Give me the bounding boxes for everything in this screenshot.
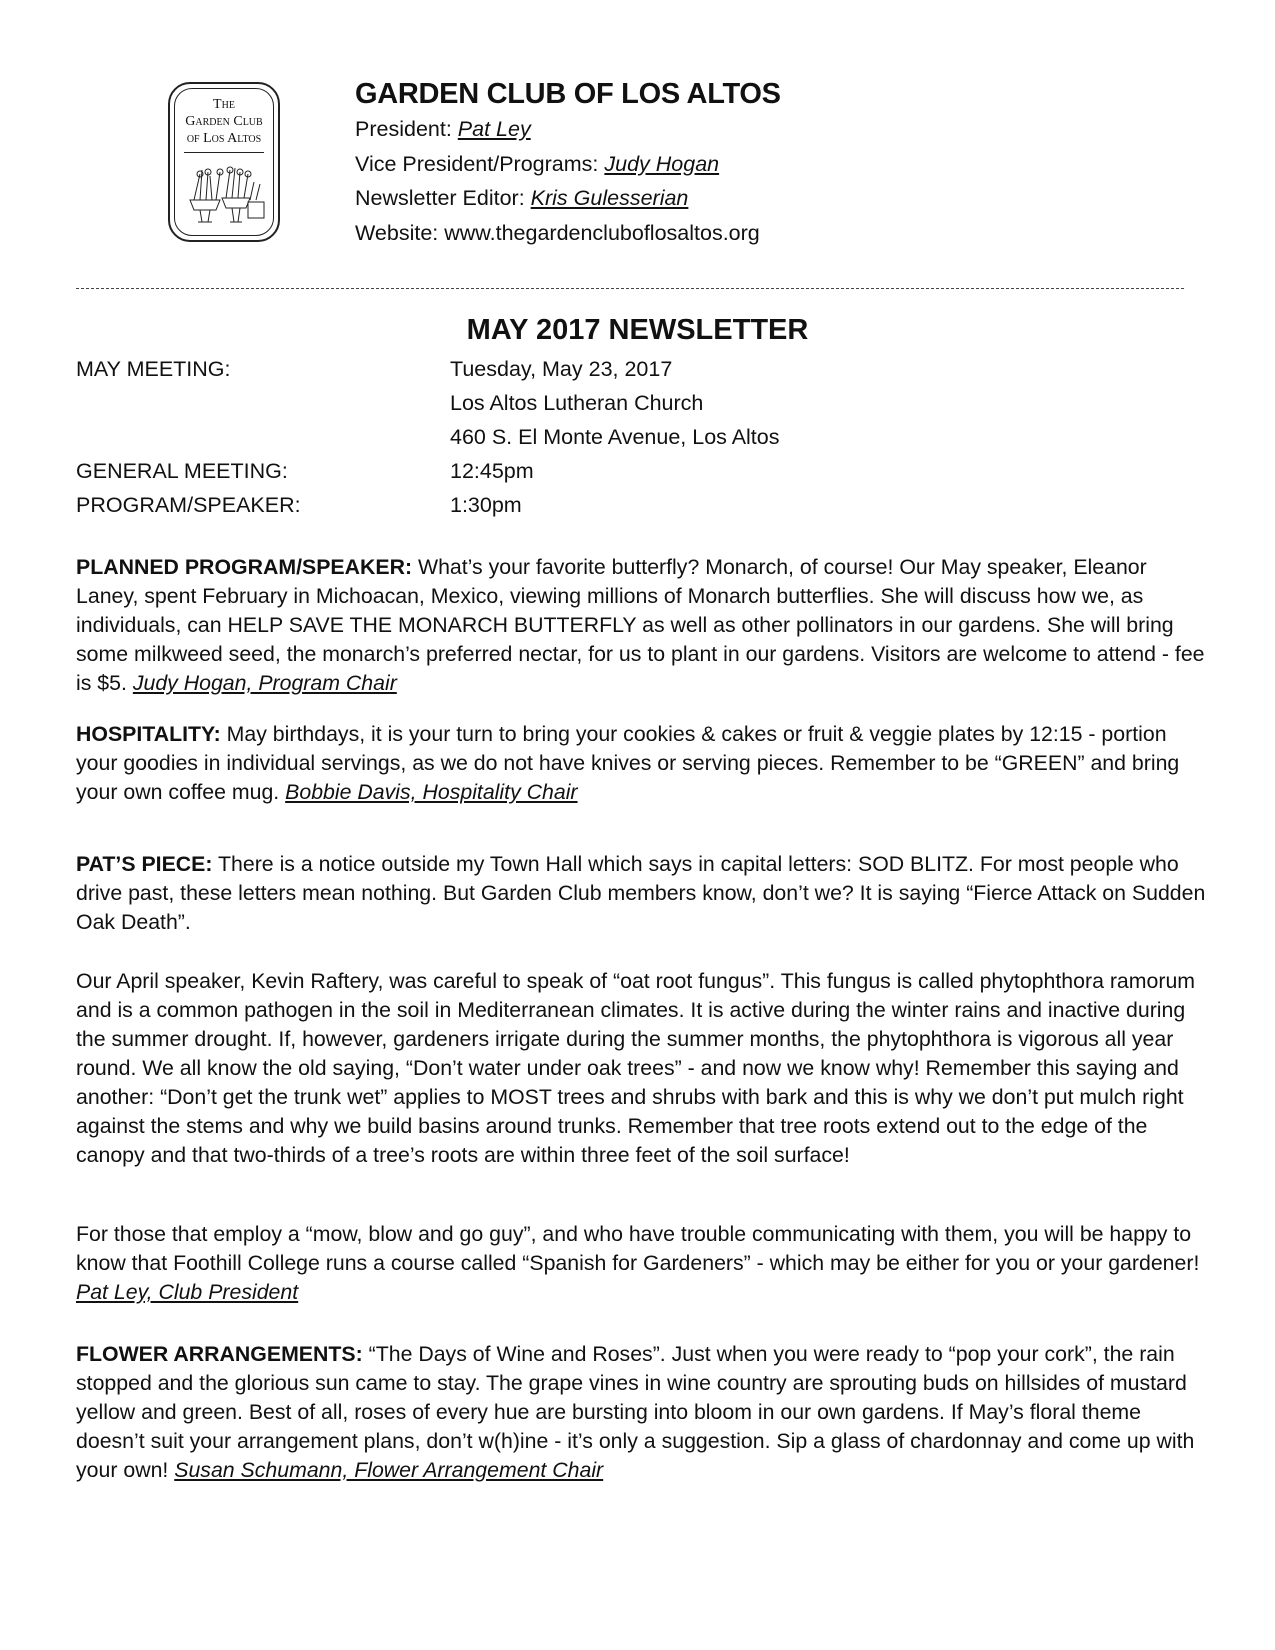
website-url: www.thegardencluboflosaltos.org — [444, 220, 760, 245]
president-name: Pat Ley — [457, 117, 531, 141]
logo-divider — [184, 152, 264, 153]
hospitality-body: May birthdays, it is your turn to bring your cookies & cakes or fruit & veggie plates by 12:15 - portion your goodies in individual servings, as we do not have knives or serving pieces. Remember to be “GREEN” and bring your own coffee mug. — [76, 722, 1180, 804]
program-speaker-time: 1:30pm — [450, 493, 522, 517]
spanish-body: For those that employ a “mow, blow and go guy”, and who have trouble communicating with them, you will be happy to know that Foothill College runs a course called “Spanish for Gardeners” - which may be either for you or your gardener! — [76, 1222, 1200, 1275]
general-meeting-label: GENERAL MEETING: — [76, 459, 288, 483]
dashed-divider — [76, 288, 1184, 289]
website-label: Website: — [355, 220, 445, 245]
vice-president-line — [355, 147, 781, 182]
spanish-paragraph — [76, 1220, 1206, 1307]
program-signature: Judy Hogan, Program Chair — [132, 671, 397, 695]
meeting-address: 460 S. El Monte Avenue, Los Altos — [450, 425, 780, 449]
pats-piece-heading: PAT’S PIECE: — [76, 852, 213, 876]
meeting-date: Tuesday, May 23, 2017 — [450, 357, 673, 381]
logo-text — [170, 96, 278, 147]
pats-piece-section — [76, 850, 1206, 937]
president-label: President: — [355, 117, 458, 141]
program-heading: PLANNED PROGRAM/SPEAKER: — [76, 555, 413, 579]
hospitality-signature: Bobbie Davis, Hospitality Chair — [285, 780, 578, 804]
newsletter-title: MAY 2017 NEWSLETTER — [466, 314, 809, 346]
flowers-heading: FLOWER ARRANGEMENTS: — [76, 1342, 363, 1366]
flowers-section — [76, 1340, 1206, 1485]
club-name: GARDEN CLUB OF LOS ALTOS — [355, 78, 781, 110]
april-speaker-body: Our April speaker, Kevin Raftery, was careful to speak of “oat root fungus”. This fungus is called phytophthora ramorum and is a common pathogen in the soil in Mediterranean climates. It is active during the winter rains and inactive during the summer drought. If, however, gardeners irrigate during the summer months, the phytophthora is vigorous all year round. We all know the old saying, “Don’t water under oak trees” - and now we know why! Remember this saying and another: “Don’t get the trunk wet” applies to MOST trees and shrubs with bark and this is why we don’t put mulch right against the stems and why we build basins around trunks. Remember that tree roots extend out to the edge of the canopy and that two-thirds of a tree’s roots are within three feet of the soil surface! — [76, 969, 1196, 1167]
logo-line-1: The — [213, 97, 235, 112]
program-section — [76, 553, 1206, 698]
vice-president-label: Vice President/Programs: — [355, 151, 605, 176]
flowers-signature: Susan Schumann, Flower Arrangement Chair — [174, 1458, 604, 1482]
logo-line-3: of Los Altos — [186, 131, 262, 146]
pats-piece-body: There is a notice outside my Town Hall which says in capital letters: SOD BLITZ. For most people who drive past, these letters mean nothing. But Garden Club members know, don’t we? It is saying “Fierce Attack on Sudden Oak Death”. — [76, 852, 1206, 934]
program-body: What’s your favorite butterfly? Monarch, of course! Our May speaker, Eleanor Laney, spent February in Michoacan, Mexico, viewing millions of Monarch butterflies. She will discuss how we, as individuals, can HELP SAVE THE MONARCH BUTTERFLY as well as other pollinators in our gardens. She will bring some milkweed seed, the monarch’s preferred nectar, for us to plant in our gardens. Visitors are welcome to attend - fee is $5. — [76, 555, 1205, 695]
club-header — [355, 76, 781, 250]
flowers-body: “The Days of Wine and Roses”. Just when you were ready to “pop your cork”, the rain stopped and the glorious sun came to stay. The grape vines in wine country are sprouting buds on hillsides of mustard yellow and green. Best of all, roses of every hue are bursting into bloom in our own gardens. If May’s floral theme doesn’t suit your arrangement plans, don’t w(h)ine - it’s only a suggestion. Sip a glass of chardonnay and come up with your own! — [76, 1342, 1195, 1482]
may-meeting-label: MAY MEETING: — [76, 357, 231, 381]
hospitality-heading: HOSPITALITY: — [76, 722, 221, 746]
club-logo — [168, 82, 280, 242]
hospitality-section — [76, 720, 1206, 807]
spanish-signature: Pat Ley, Club President — [76, 1280, 299, 1304]
program-speaker-label: PROGRAM/SPEAKER: — [76, 493, 301, 517]
general-meeting-time: 12:45pm — [450, 459, 534, 483]
logo-line-2: Garden Club — [185, 114, 263, 129]
vice-president-name: Judy Hogan — [604, 151, 720, 176]
editor-label: Newsletter Editor: — [355, 186, 531, 210]
website-line — [355, 216, 781, 251]
president-line — [355, 112, 781, 147]
editor-line — [355, 181, 781, 216]
meeting-venue: Los Altos Lutheran Church — [450, 391, 704, 415]
flower-pots-icon — [180, 160, 268, 230]
editor-name: Kris Gulesserian — [530, 186, 689, 210]
april-speaker-paragraph — [76, 967, 1206, 1170]
